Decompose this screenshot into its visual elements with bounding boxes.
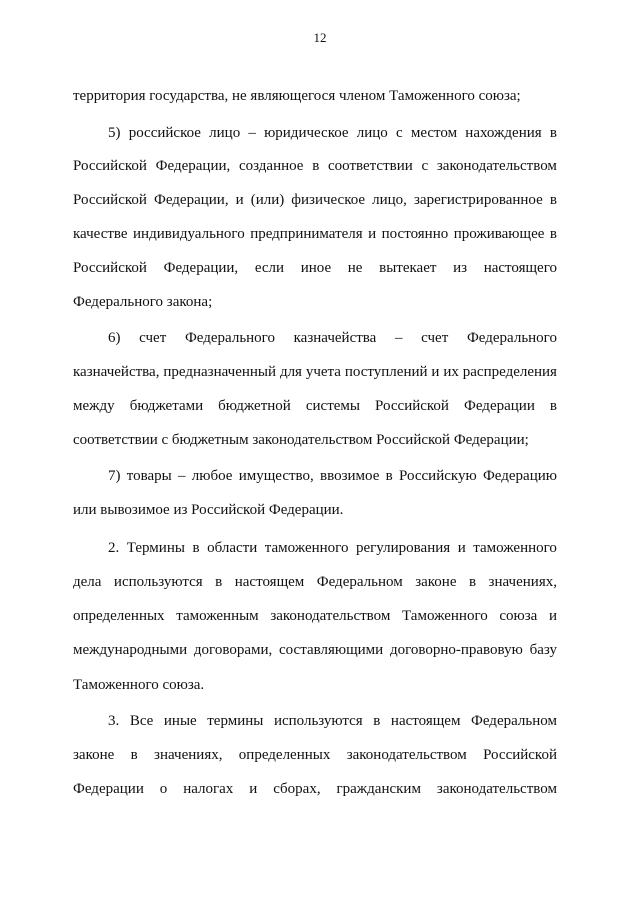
word: Федерации, [153,192,229,208]
word: и [457,540,466,556]
word: в [549,125,557,141]
word: Российской [73,192,147,208]
text-line [108,538,557,558]
word: индивидуального [133,226,245,242]
word: если [254,260,285,276]
word: Федерации [73,781,144,797]
word: распределения [462,364,557,380]
word: их [443,364,459,380]
word: Федерации, [163,260,239,276]
word: в [468,574,477,590]
word: договорно-правовую [389,642,523,658]
text-line [108,123,557,143]
text-line [108,711,557,731]
word: в [312,158,320,174]
page-number: 12 [313,30,327,45]
text-line [73,606,557,626]
word: предпринимателя [250,226,363,242]
text-line: Таможенного союза. [73,677,205,693]
word: любое [191,468,233,484]
word: международными [73,642,188,658]
word: 5) [108,125,121,141]
word: Федерального [466,330,557,346]
word: созданное [238,158,304,174]
word: бюджетами [129,398,204,414]
text-line [108,466,557,486]
word: системы [305,398,360,414]
word: из [453,260,468,276]
word: проживающее [453,226,545,242]
text-line [108,328,557,348]
word: Термины [126,540,185,556]
word: – [395,330,403,346]
word: юридическое [264,125,349,141]
word: таможенного [264,540,349,556]
word: Федеральном [471,713,557,729]
word: Федерации [464,398,535,414]
word: счет [421,330,449,346]
word: и [249,781,258,797]
word: в [385,468,393,484]
word: Все [129,713,154,729]
word: физическое [291,192,366,208]
word: значениях, [488,574,557,590]
text-line [73,745,557,765]
word: в [215,574,223,590]
word: и [368,226,377,242]
word: качестве [73,226,128,242]
word: иное [300,260,332,276]
word: для [279,364,302,380]
text-line [73,640,557,660]
word: имущество, [238,468,314,484]
word: ввозимое [320,468,380,484]
word: Российской [375,398,449,414]
word: союза [499,608,538,624]
word: 3. [108,713,120,729]
word: – [248,125,256,141]
word: (или) [250,192,285,208]
word: предназначенный [163,364,277,380]
word: бюджетной [218,398,291,414]
word: с [421,158,429,174]
word: учета [305,364,341,380]
word: казначейства [293,330,377,346]
word: используются [273,713,363,729]
word: в [549,192,557,208]
word: законодательством [346,747,467,763]
text-line [73,396,557,416]
text-line [73,258,557,278]
word: зарегистрированное [413,192,543,208]
word: Российской [483,747,557,763]
text-line [73,156,557,176]
word: используются [113,574,203,590]
word: в [549,398,557,414]
word: настоящего [483,260,557,276]
text-line [73,224,557,244]
word: в [192,540,200,556]
word: договорами, [193,642,273,658]
word: соответствии [328,158,413,174]
word: Таможенного [402,608,488,624]
word: в [549,226,557,242]
word: лицо [209,125,241,141]
word: нахождения [465,125,542,141]
word: Российскую [399,468,477,484]
word: о [159,781,168,797]
word: области [207,540,258,556]
text-line [73,190,557,210]
word: составляющими [279,642,384,658]
word: и [235,192,244,208]
text-line [73,362,557,382]
word: Федерального [184,330,275,346]
text-line [73,779,557,799]
word: вытекает [379,260,437,276]
word: 7) [108,468,121,484]
text-line: территория государства, не являющегося членом Таможенного союза; [73,88,521,104]
word: настоящем [390,713,461,729]
word: товары [126,468,172,484]
word: счет [139,330,167,346]
word: российское [128,125,201,141]
text-line: или вывозимое из Российской Федерации. [73,502,344,518]
word: не [347,260,363,276]
word: законе [73,747,115,763]
word: регулирования [355,540,451,556]
word: постоянно [381,226,449,242]
word: законе [415,574,457,590]
word: с [396,125,403,141]
word: поступлений [344,364,428,380]
word: лицо [356,125,388,141]
word: значениях, [154,747,223,763]
text-line [73,572,557,592]
word: и [431,364,440,380]
word: местом [410,125,458,141]
word: Федерацию [482,468,557,484]
word: иные [163,713,197,729]
word: базу [529,642,557,658]
word: налогах [183,781,234,797]
word: лицо, [372,192,407,208]
word: в [373,713,381,729]
word: в [130,747,138,763]
word: законодательством [436,158,557,174]
word: сборах, [273,781,321,797]
word: казначейства, [73,364,160,380]
word: Российской [73,158,147,174]
word: определенных [73,608,165,624]
word: настоящем [234,574,305,590]
word: Федерации, [155,158,231,174]
word: термины [207,713,264,729]
text-line: Федерального закона; [73,294,213,310]
word: законодательством [436,781,557,797]
word: между [73,398,115,414]
word: определенных [238,747,331,763]
word: Федеральном [316,574,403,590]
word: 2. [108,540,120,556]
word: 6) [108,330,121,346]
word: таможенного [473,540,557,556]
word: гражданским [336,781,421,797]
word: и [548,608,557,624]
word: дела [73,574,102,590]
word: – [178,468,186,484]
text-line: соответствии с бюджетным законодательством Российской Федерации; [73,432,529,448]
word: таможенным [176,608,259,624]
word: законодательством [270,608,391,624]
word: Российской [73,260,147,276]
